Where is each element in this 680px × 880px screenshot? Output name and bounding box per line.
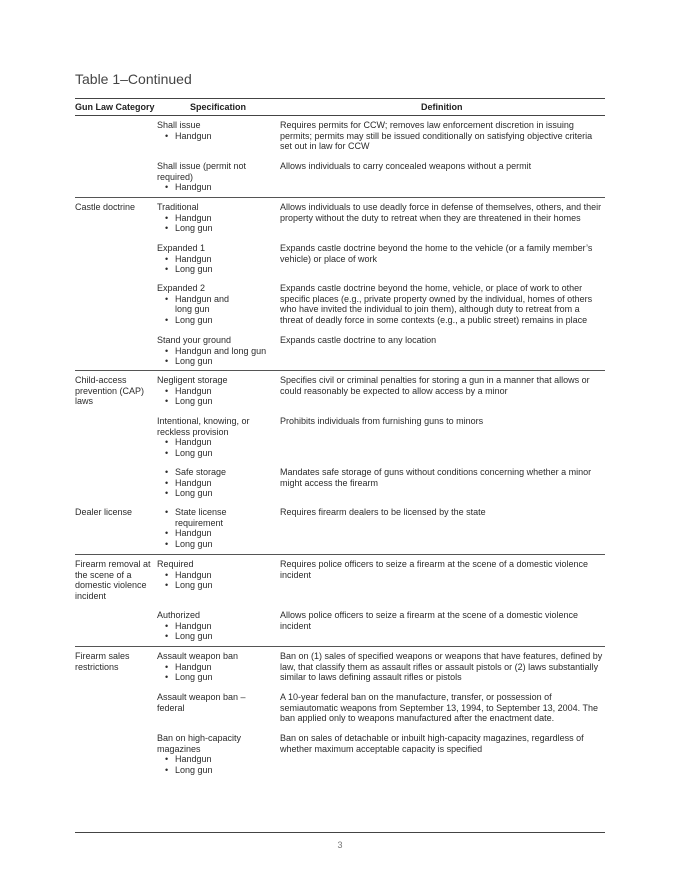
definition-cell: Expands castle doctrine beyond the home to the vehicle (or a family member’s vehicle) or place of work (280, 243, 593, 264)
spec-bullet: • Long gun (157, 488, 275, 499)
spec-head: Expanded 2 (157, 283, 206, 293)
definition-cell: Ban on (1) sales of specified weapons or weapons that have features, defined by law, that classify them as assault rifles or assault pistols or (2) laws substantially similar to laws defining assault rifles or pistols (280, 651, 603, 683)
definition-cell: Allows individuals to use deadly force in defense of themselves, others, and their property without the duty to retreat when they are threatened in their homes (280, 202, 602, 223)
spec-bullet: • Safe storage (157, 467, 275, 478)
header-category: Gun Law Category (75, 102, 155, 112)
definition-cell: Prohibits individuals from furnishing guns to minors (280, 416, 484, 426)
spec-cell (157, 733, 253, 776)
spec-bullet: • Long gun (157, 539, 247, 550)
spec-bullet: • Handgun (157, 621, 275, 632)
spec-cell (157, 467, 275, 499)
spec-head: Authorized (157, 610, 201, 620)
spec-bullet: • Handgun (157, 662, 275, 673)
spec-bullet: • Handgun (157, 182, 257, 193)
table-group (75, 554, 605, 642)
spec-head: Shall issue (157, 120, 201, 130)
spec-bullet: • Handgun and long gun (157, 294, 243, 315)
footer-rule (75, 832, 605, 833)
spec-bullet: • Handgun (157, 570, 275, 581)
spec-bullet: • Long gun (157, 448, 275, 459)
spec-bullet: • Handgun (157, 131, 275, 142)
spec-head: Expanded 1 (157, 243, 206, 253)
spec-bullet: • Long gun (157, 580, 275, 591)
spec-cell (157, 507, 247, 550)
spec-head: Ban on high-capacity magazines (157, 733, 242, 754)
spec-head: Intentional, knowing, or reckless provision (157, 416, 250, 437)
spec-bullet: • Handgun (157, 386, 275, 397)
spec-cell (157, 651, 275, 683)
spec-bullet: • Handgun (157, 478, 275, 489)
category-cell: Child-access prevention (CAP) laws (75, 375, 145, 407)
spec-bullet: • Handgun (157, 437, 275, 448)
spec-cell (157, 161, 257, 193)
spec-bullet: • Long gun (157, 223, 275, 234)
spec-bullet: • Long gun (157, 315, 243, 326)
spec-head: Stand your ground (157, 335, 232, 345)
spec-cell (157, 120, 275, 141)
table-title: Table 1–Continued (75, 71, 192, 87)
definition-cell: Requires police officers to seize a firearm at the scene of a domestic violence incident (280, 559, 588, 580)
definition-cell: Allows police officers to seize a firearm at the scene of a domestic violence incident (280, 610, 578, 631)
table-group (75, 646, 605, 776)
definition-cell: Expands castle doctrine to any location (280, 335, 437, 345)
spec-bullet: • Handgun (157, 213, 275, 224)
spec-cell (157, 335, 275, 367)
definition-cell: Expands castle doctrine beyond the home, vehicle, or place of work to other specific places (e.g., private property owned by the individual, homes of others who have invited the individual to join them), although duty to retreat from a threat of deadly force in some contexts (e.g., a public street) remains in place (280, 283, 593, 326)
spec-cell (157, 559, 275, 591)
definition-cell: Specifies civil or criminal penalties for storing a gun in a manner that allows or could reasonably be expected to allow access by a minor (280, 375, 590, 396)
category-cell: Firearm removal at the scene of a domestic violence incident (75, 559, 151, 602)
spec-cell (157, 375, 275, 407)
definition-cell: Allows individuals to carry concealed weapons without a permit (280, 161, 532, 171)
category-cell: Dealer license (75, 507, 133, 517)
spec-bullet: • Handgun (157, 528, 247, 539)
spec-bullet: • Long gun (157, 672, 275, 683)
spec-bullet: • Handgun (157, 254, 275, 265)
page-number: 3 (337, 840, 343, 850)
spec-head: Required (157, 559, 194, 569)
spec-bullet: • Long gun (157, 765, 253, 776)
definition-cell: Requires permits for CCW; removes law enforcement discretion in issuing permits; permits may still be issued conditionally on satisfying objective criteria set out in law for CCW (280, 120, 593, 152)
category-cell: Firearm sales restrictions (75, 651, 130, 672)
spec-cell (157, 692, 247, 713)
header-definition: Definition (421, 102, 463, 112)
spec-bullet: • Long gun (157, 396, 275, 407)
spec-head: Negligent storage (157, 375, 228, 385)
table-group (75, 370, 605, 499)
spec-cell (157, 243, 275, 275)
table-top-rule (75, 98, 605, 99)
category-cell: Castle doctrine (75, 202, 136, 212)
spec-head: Assault weapon ban – federal (157, 692, 246, 713)
spec-head: Traditional (157, 202, 199, 212)
spec-bullet: • Handgun and long gun (157, 346, 275, 357)
header-rule (75, 115, 605, 116)
definition-cell: A 10-year federal ban on the manufacture, transfer, or possession of semiautomatic weapons from September 13, 1994, to September 13, 2004. The ban applied only to weapons manufactured after the enactment date. (280, 692, 599, 724)
spec-bullet: • Long gun (157, 631, 275, 642)
definition-cell: Requires firearm dealers to be licensed by the state (280, 507, 486, 517)
spec-cell (157, 283, 243, 326)
spec-cell (157, 416, 275, 459)
definition-cell: Mandates safe storage of guns without conditions concerning whether a minor might access the firearm (280, 467, 592, 488)
spec-head: Shall issue (permit not required) (157, 161, 247, 182)
spec-bullet: • Long gun (157, 356, 275, 367)
spec-bullet: • Handgun (157, 754, 253, 765)
header-specification: Specification (190, 102, 247, 112)
definition-cell: Ban on sales of detachable or inbuilt high-capacity magazines, regardless of whether maximum acceptable capacity is specified (280, 733, 584, 754)
spec-cell (157, 202, 275, 234)
spec-head: Assault weapon ban (157, 651, 239, 661)
spec-bullet: • Long gun (157, 264, 275, 275)
spec-bullet: • State license requirement (157, 507, 247, 528)
spec-cell (157, 610, 275, 642)
table-group (75, 197, 605, 367)
